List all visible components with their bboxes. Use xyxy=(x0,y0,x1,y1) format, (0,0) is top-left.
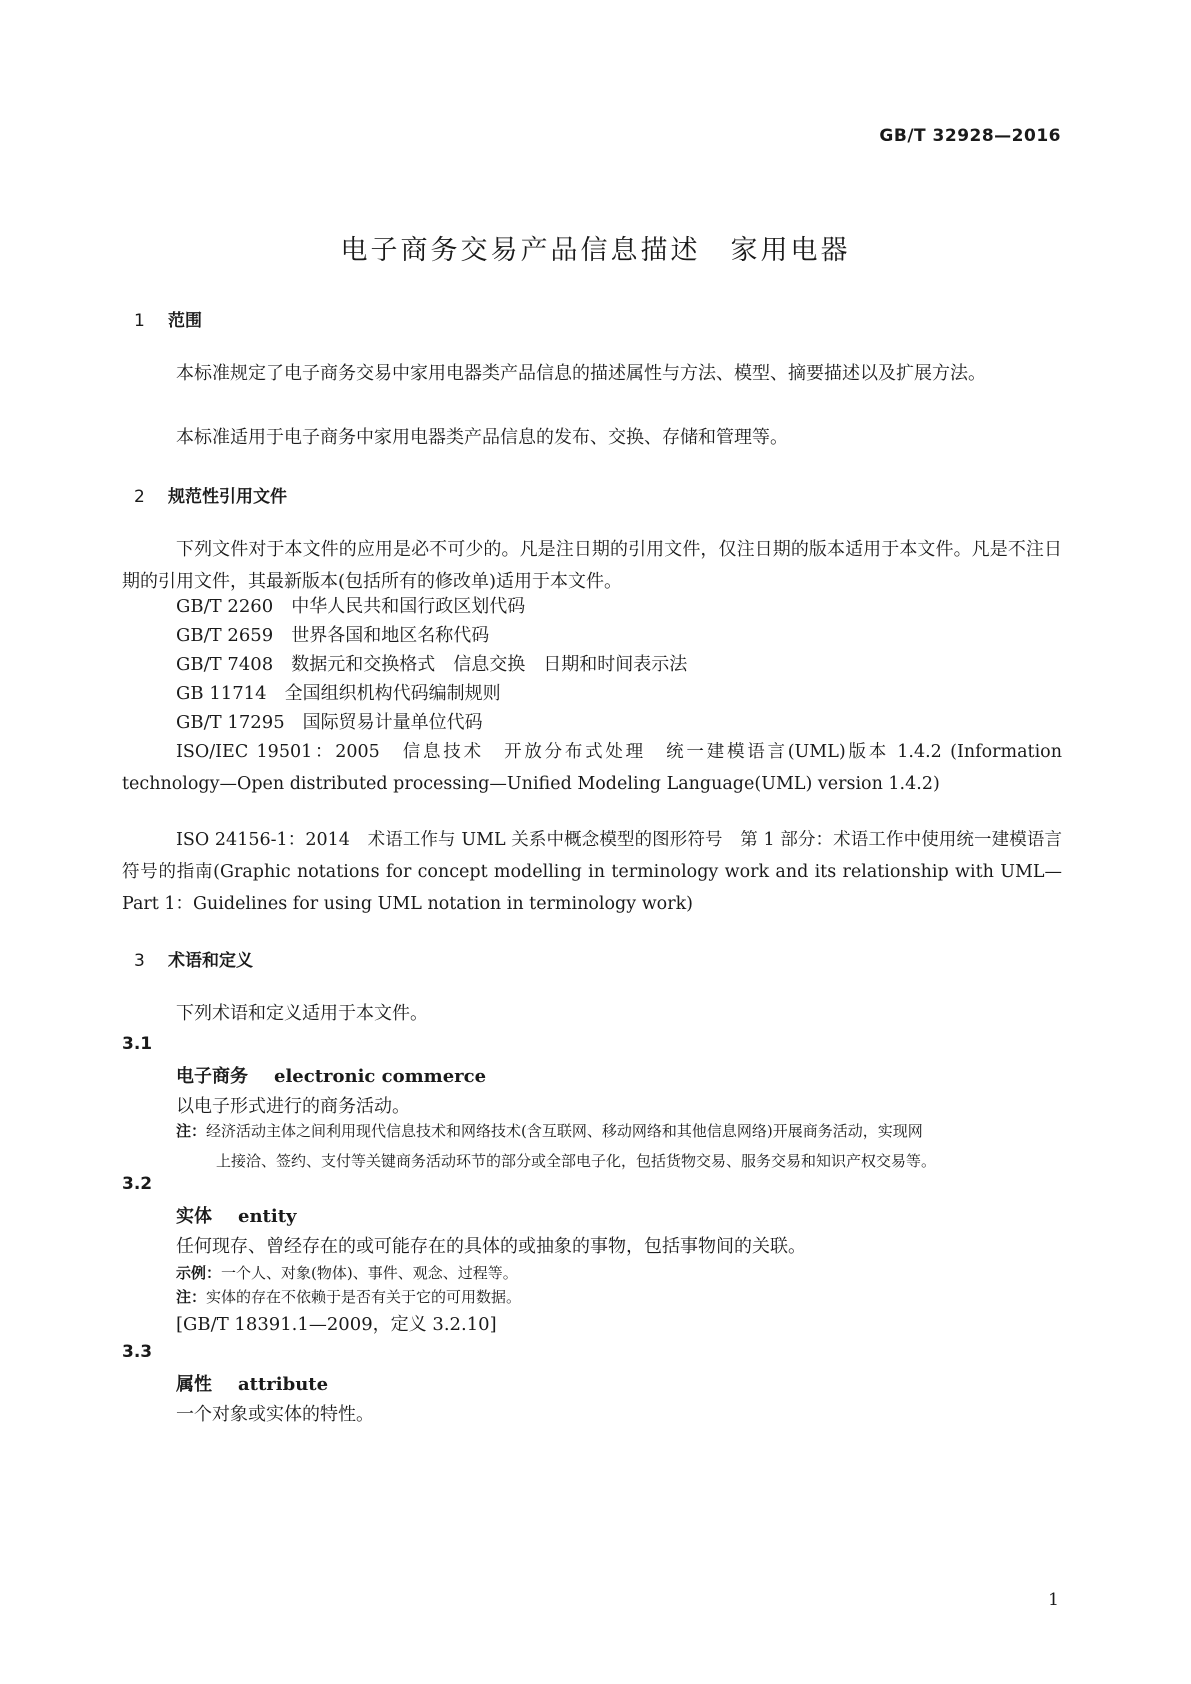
term-note xyxy=(176,1116,1062,1176)
term-en: electronic commerce xyxy=(274,1066,487,1087)
section-2-heading xyxy=(134,482,287,507)
ref-title: 世界各国和地区名称代码 xyxy=(291,625,490,646)
normative-reference xyxy=(176,708,483,738)
ref-title: 中华人民共和国行政区划代码 xyxy=(291,596,526,617)
term-heading xyxy=(176,1370,328,1396)
paragraph: 本标准规定了电子商务交易中家用电器类产品信息的描述属性与方法、模型、摘要描述以及扩展方法。 xyxy=(176,363,986,384)
term-en: attribute xyxy=(238,1374,329,1395)
normative-reference-iso-19501: ISO/IEC 19501：2005 信息技术 开放分布式处理 统一建模语言(UML)版本 1.4.2 (Information technology—Open distributed processing—Unified Modeling Language(UML) version 1.4.2) xyxy=(122,742,1062,794)
section-number: 3 xyxy=(134,951,145,971)
clause-number: 3.1 xyxy=(122,1034,153,1054)
ref-title: 国际贸易计量单位代码 xyxy=(302,712,483,733)
paragraph: 下列文件对于本文件的应用是必不可少的。凡是注日期的引用文件，仅注日期的版本适用于本文件。凡是不注日期的引用文件，其最新版本(包括所有的修改单)适用于本文件。 xyxy=(122,539,1062,592)
section-title: 规范性引用文件 xyxy=(168,487,287,507)
term-heading xyxy=(176,1202,296,1228)
term-en: entity xyxy=(238,1206,297,1227)
section-3-heading xyxy=(134,946,253,971)
ref-code: GB 11714 xyxy=(176,683,267,704)
example-text: 一个人、对象(物体)、事件、观念、过程等。 xyxy=(221,1264,518,1282)
section-title: 范围 xyxy=(168,311,202,331)
term-definition: 任何现存、曾经存在的或可能存在的具体的或抽象的事物，包括事物间的关联。 xyxy=(176,1236,806,1257)
term-zh: 实体 xyxy=(176,1206,212,1227)
normative-reference xyxy=(176,592,525,622)
term-zh: 电子商务 xyxy=(176,1066,248,1087)
ref-code: GB/T 7408 xyxy=(176,654,274,675)
ref-code: GB/T 2659 xyxy=(176,625,274,646)
document-title xyxy=(0,228,1191,267)
term-zh: 属性 xyxy=(176,1374,212,1395)
section-number: 1 xyxy=(134,311,145,331)
note-text: 经济活动主体之间利用现代信息技术和网络技术(含互联网、移动网络和其他信息网络)开展商务活动，实现网 xyxy=(206,1122,923,1140)
ref-title: 全国组织机构代码编制规则 xyxy=(284,683,501,704)
ref-title: 数据元和交换格式 信息交换 日期和时间表示法 xyxy=(291,654,688,675)
standard-number: GB/T 32928—2016 xyxy=(879,126,1061,146)
ref-code: GB/T 2260 xyxy=(176,596,274,617)
example-label: 示例： xyxy=(176,1264,222,1282)
term-note xyxy=(176,1282,1062,1312)
note-text: 实体的存在不依赖于是否有关于它的可用数据。 xyxy=(206,1288,522,1306)
normative-reference xyxy=(176,650,687,680)
note-label: 注： xyxy=(176,1288,207,1306)
normative-reference-iso-24156: ISO 24156-1：2014 术语工作与 UML 关系中概念模型的图形符号 第 1 部分：术语工作中使用统一建模语言符号的指南(Graphic notations for concept modelling in terminology work and its relationship with UML—Part 1：Guidelines for using UML notation in terminology work) xyxy=(122,830,1062,914)
term-heading xyxy=(176,1062,486,1088)
clause-number: 3.3 xyxy=(122,1342,153,1362)
paragraph: 下列术语和定义适用于本文件。 xyxy=(176,1003,428,1024)
term-definition: 一个对象或实体的特性。 xyxy=(176,1404,374,1425)
note-text-cont: 上接洽、签约、支付等关键商务活动环节的部分或全部电子化，包括货物交易、服务交易和知识产权交易等。 xyxy=(216,1152,937,1170)
section-title: 术语和定义 xyxy=(168,951,253,971)
ref-code: GB/T 17295 xyxy=(176,712,285,733)
normative-reference xyxy=(176,679,501,709)
term-source: [GB/T 18391.1—2009，定义 3.2.10] xyxy=(176,1314,497,1335)
clause-number: 3.2 xyxy=(122,1174,153,1194)
note-label: 注： xyxy=(176,1122,207,1140)
paragraph: 本标准适用于电子商务中家用电器类产品信息的发布、交换、存储和管理等。 xyxy=(176,427,788,448)
title-sub: 家用电器 xyxy=(730,235,851,266)
section-1-heading xyxy=(134,306,202,331)
normative-reference xyxy=(176,621,489,651)
page-number: 1 xyxy=(1048,1590,1059,1610)
section-number: 2 xyxy=(134,487,145,507)
term-definition: 以电子形式进行的商务活动。 xyxy=(176,1096,410,1117)
title-main: 电子商务交易产品信息描述 xyxy=(340,235,701,266)
